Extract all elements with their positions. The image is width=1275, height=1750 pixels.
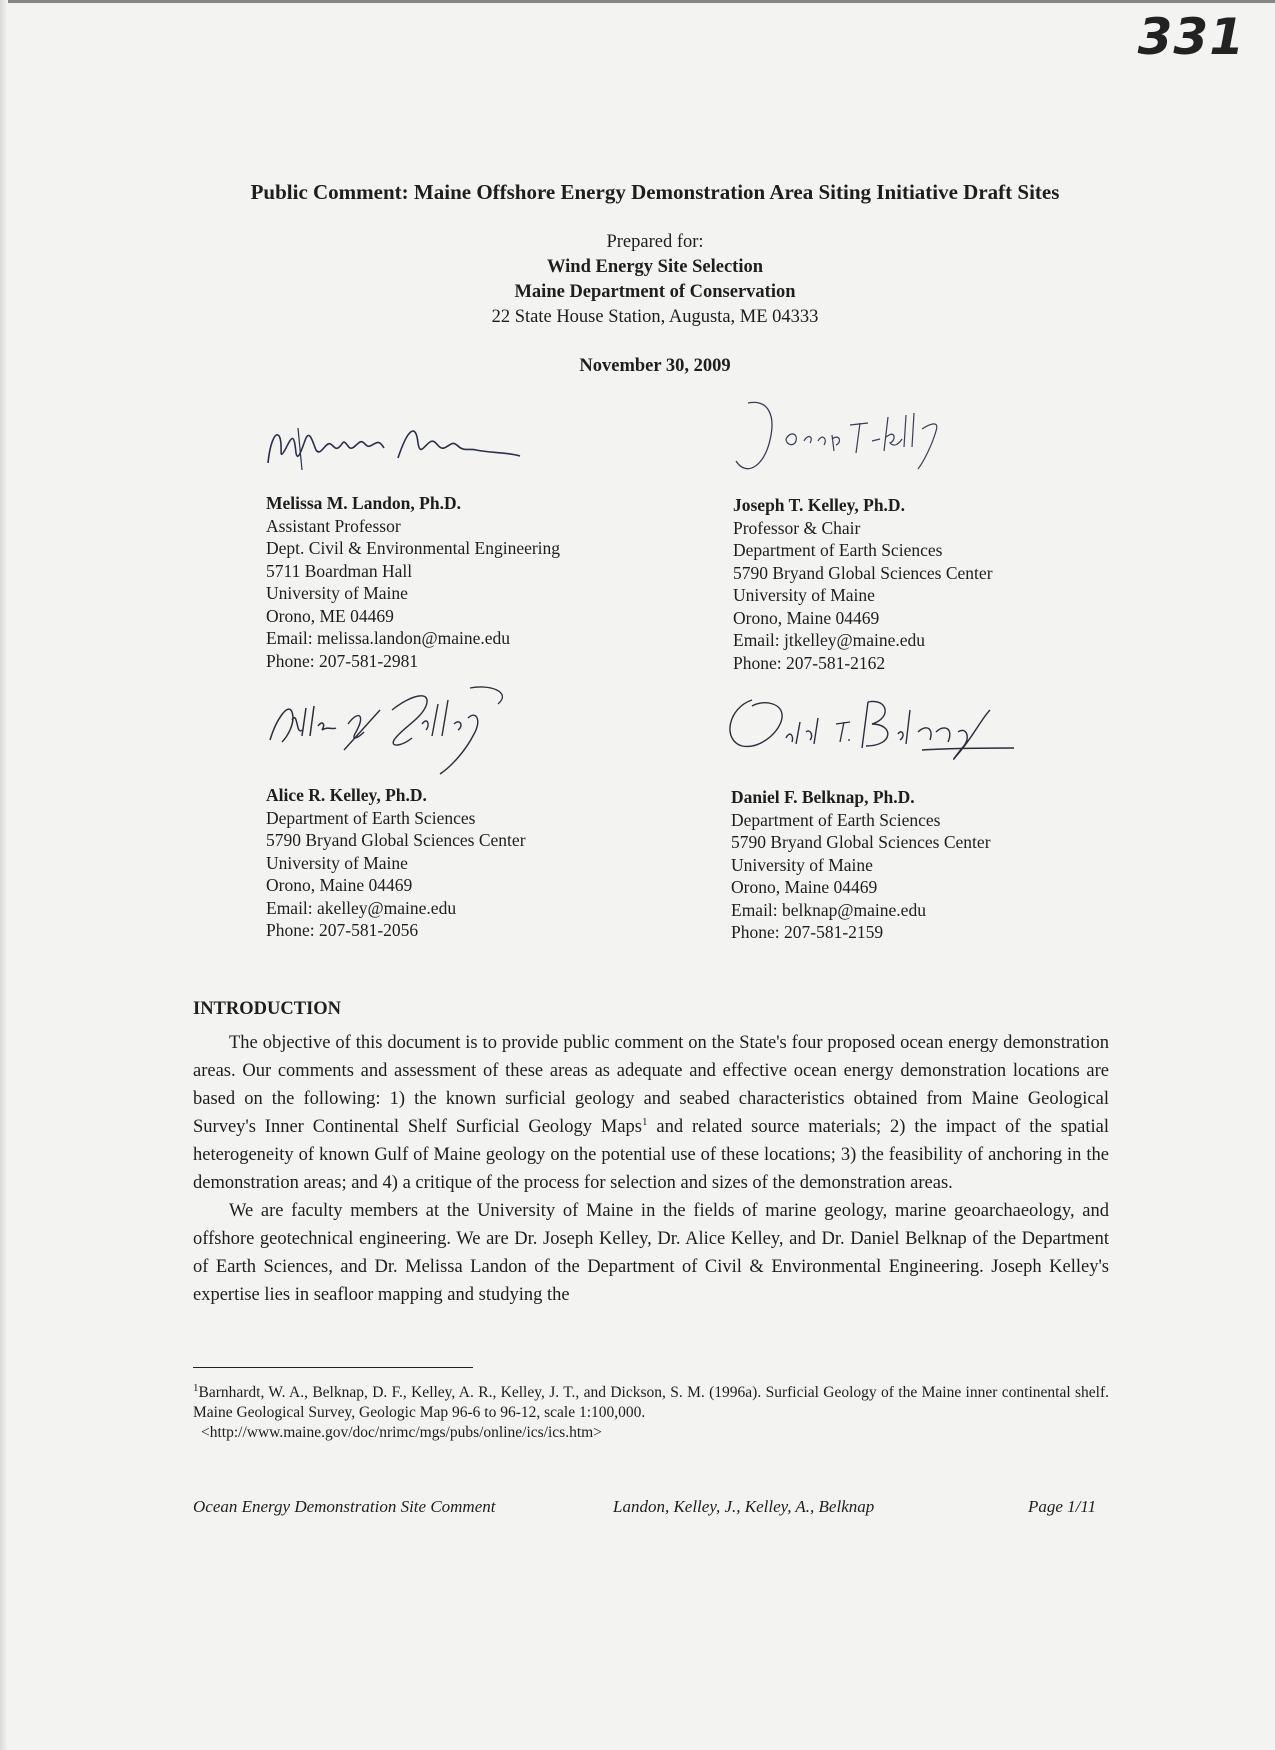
section-heading-introduction: INTRODUCTION: [193, 999, 342, 1019]
author-university: University of Maine: [733, 585, 875, 605]
author-phone: Phone: 207-581-2981: [266, 650, 419, 671]
author-name: Daniel F. Belknap, Ph.D.: [731, 787, 915, 807]
prepared-for-address: 22 State House Station, Augusta, ME 04333: [491, 307, 819, 327]
signature-joseph-kelley: [728, 395, 958, 485]
author-block-landon: [266, 492, 686, 672]
author-email: Email: melissa.landon@maine.edu: [266, 628, 511, 648]
author-phone: Phone: 207-581-2056: [266, 920, 419, 940]
author-city: Orono, Maine 04469: [733, 607, 880, 628]
prepared-for-label: Prepared for:: [606, 232, 704, 252]
author-building: 5711 Boardman Hall: [266, 560, 413, 581]
footnote-divider: [193, 1367, 473, 1368]
author-city: Orono, ME 04469: [266, 605, 394, 626]
author-block-alice-kelley: [266, 784, 686, 942]
footer-left: Ocean Energy Demonstration Site Comment: [193, 1497, 496, 1516]
document-date: November 30, 2009: [579, 356, 731, 376]
author-block-joseph-kelley: [733, 494, 1153, 674]
author-phone: Phone: 207-581-2159: [731, 922, 884, 942]
footnote-reference: 1: [642, 1115, 648, 1128]
author-building: 5790 Bryand Global Sciences Center: [266, 830, 526, 850]
author-email: Email: akelley@maine.edu: [266, 897, 457, 918]
author-name: Joseph T. Kelley, Ph.D.: [733, 495, 905, 515]
author-building: 5790 Bryand Global Sciences Center: [731, 832, 991, 852]
author-city: Orono, Maine 04469: [266, 875, 413, 895]
prepared-for-block: [0, 230, 1275, 330]
paragraph-objective-text-b: and related source materials; 2) the impact of the spatial heterogeneity of known Gulf of Maine geology on the potential use of these locations; 3) the feasibility of anchoring in the demonstration areas; and 4) a critique of the process for selection and sizes of the demonstration areas.: [193, 1117, 1109, 1193]
author-department: Department of Earth Sciences: [733, 540, 943, 560]
author-university: University of Maine: [266, 852, 408, 873]
footnote: [193, 1383, 1109, 1443]
footer-center: Landon, Kelley, J., Kelley, A., Belknap: [613, 1497, 875, 1516]
author-department: Department of Earth Sciences: [266, 807, 476, 828]
footnote-text: Barnhardt, W. A., Belknap, D. F., Kelley, A. R., Kelley, J. T., and Dickson, S. M. (1996a). Surficial Geology of the Maine inner continental shelf. Maine Geological Survey, Geologic Map 96-6 to 96-12, scale 1:100,000.: [193, 1384, 1109, 1421]
prepared-for-line2: Maine Department of Conservation: [514, 282, 796, 302]
author-phone: Phone: 207-581-2162: [733, 652, 886, 673]
footnote-marker: 1: [193, 1381, 199, 1394]
introduction-body: [193, 1029, 1109, 1309]
author-title: Professor & Chair: [733, 517, 861, 538]
signature-belknap: [722, 688, 1022, 768]
author-email: Email: jtkelley@maine.edu: [733, 630, 926, 650]
footnote-url: <http://www.maine.gov/doc/nrimc/mgs/pubs/online/ics/ics.htm>: [201, 1424, 602, 1441]
author-title: Assistant Professor: [266, 515, 401, 536]
author-university: University of Maine: [731, 854, 873, 875]
handwritten-page-stamp: 331: [1137, 8, 1245, 66]
author-block-belknap: [731, 786, 1151, 944]
author-university: University of Maine: [266, 583, 408, 603]
author-email: Email: belknap@maine.edu: [731, 899, 926, 920]
prepared-for-line1: Wind Energy Site Selection: [546, 257, 763, 277]
paragraph-faculty: We are faculty members at the University of Maine in the fields of marine geology, marine geoarchaeology, and offshore geotechnical engineering. We are Dr. Joseph Kelley, Dr. Alice Kelley, and Dr. Daniel Belknap of the Department of Earth Sciences, and Dr. Melissa Landon of the Department of Civil & Environmental Engineering. Joseph Kelley's expertise lies in seafloor mapping and studying the: [193, 1201, 1109, 1305]
footer-page-number: Page 1/11: [1028, 1497, 1097, 1516]
document-title: Public Comment: Maine Offshore Energy Demonstration Area Siting Initiative Draft Sites: [250, 180, 1060, 204]
scan-edge-top: [0, 0, 1275, 3]
author-name: Melissa M. Landon, Ph.D.: [266, 493, 461, 513]
author-building: 5790 Bryand Global Sciences Center: [733, 562, 993, 583]
author-name: Alice R. Kelley, Ph.D.: [266, 785, 427, 805]
author-city: Orono, Maine 04469: [731, 877, 878, 897]
paragraph-objective: [193, 1029, 1109, 1197]
signature-alice-kelley: [262, 680, 542, 780]
paragraph-objective-text-a: The objective of this document is to provide public comment on the State's four proposed ocean energy demonstration areas. Our comments and assessment of these areas as adequate and effective ocean energy demonstration locations are based on the following: 1) the known surficial geology and seabed characteristics obtained from Maine Geological Survey's Inner Continental Shelf Surficial Geology Maps: [193, 1033, 1109, 1137]
author-department: Dept. Civil & Environmental Engineering: [266, 538, 561, 558]
signature-landon: [258, 408, 538, 478]
author-department: Department of Earth Sciences: [731, 809, 941, 830]
